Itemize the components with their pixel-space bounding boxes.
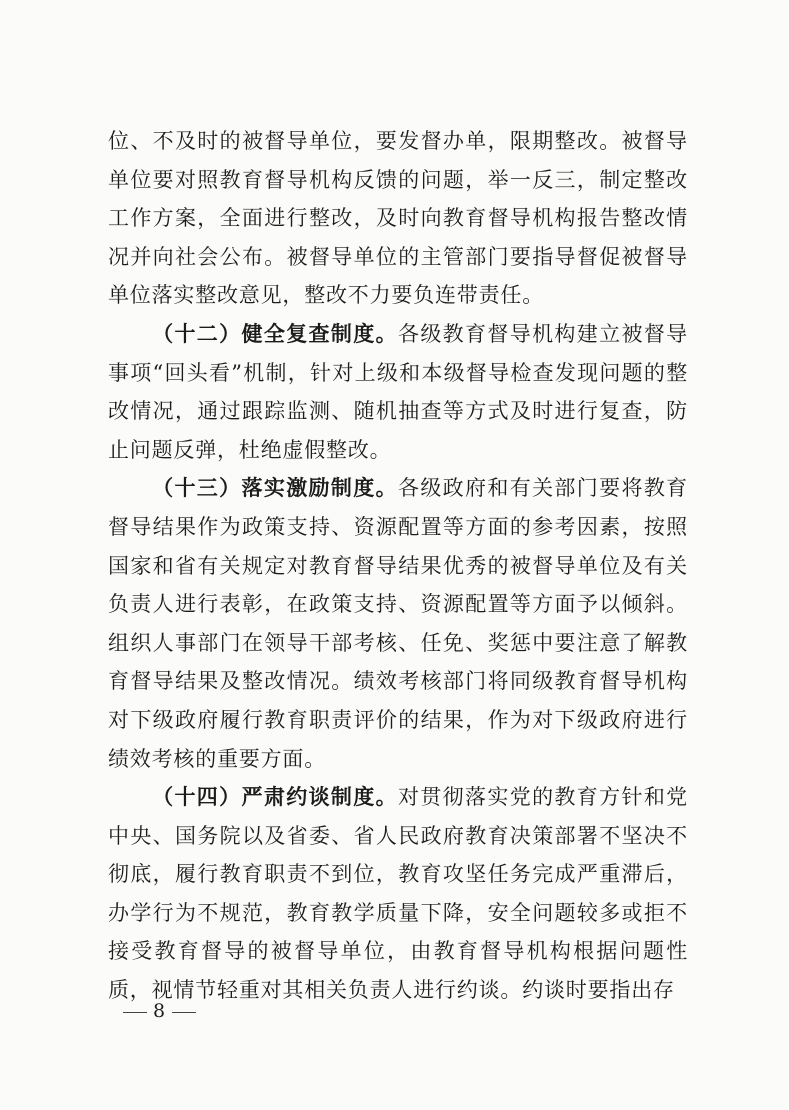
paragraph-interview-system bbox=[108, 778, 688, 1010]
paragraph-body: 各级教育督导机构建立被督导事项“回头看”机制，针对上级和本级督导检查发现问题的整改情况，通过跟踪监测、随机抽查等方式及时进行复查，防止问题反弹，杜绝虚假整改。 bbox=[108, 321, 688, 462]
paragraph-body: 对贯彻落实党的教育方针和党中央、国务院以及省委、省人民政府教育决策部署不坚决不彻底，履行教育职责不到位，教育攻坚任务完成严重滞后，办学行为不规范，教育教学质量下降，安全问题较多或拒不接受教育督导的被督导单位，由教育督导机构根据问题性质，视情节轻重对其相关负责人进行约谈。约谈时要指出存 bbox=[108, 785, 688, 1003]
paragraph-body: 位、不及时的被督导单位，要发督办单，限期整改。被督导单位要对照教育督导机构反馈的问题，举一反三，制定整改工作方案，全面进行整改，及时向教育督导机构报告整改情况并向社会公布。被督导单位的主管部门要指导督促被督导单位落实整改意见，整改不力要负连带责任。 bbox=[108, 129, 688, 308]
section-heading: （十二）健全复查制度。 bbox=[152, 321, 398, 346]
page-number-value: 8 bbox=[153, 1000, 167, 1022]
paragraph-continuation bbox=[108, 122, 688, 315]
paragraph-body: 各级政府和有关部门要将教育督导结果作为政策支持、资源配置等方面的参考因素，按照国家和省有关规定对教育督导结果优秀的被督导单位及有关负责人进行表彰，在政策支持、资源配置等方面予以倾斜。组织人事部门在领导干部考核、任免、奖惩中要注意了解教育督导结果及整改情况。绩效考核部门将同级教育督导机构对下级政府履行教育职责评价的结果，作为对下级政府进行绩效考核的重要方面。 bbox=[108, 476, 688, 771]
section-heading: （十三）落实激励制度。 bbox=[152, 476, 398, 501]
page-number bbox=[117, 1000, 202, 1022]
document-body bbox=[108, 122, 688, 1010]
paragraph-incentive-system bbox=[108, 469, 688, 778]
page-number-dash-right bbox=[172, 1012, 196, 1013]
section-heading: （十四）严肃约谈制度。 bbox=[152, 785, 398, 810]
paragraph-review-system bbox=[108, 315, 688, 469]
page-number-dash-left bbox=[123, 1012, 147, 1013]
